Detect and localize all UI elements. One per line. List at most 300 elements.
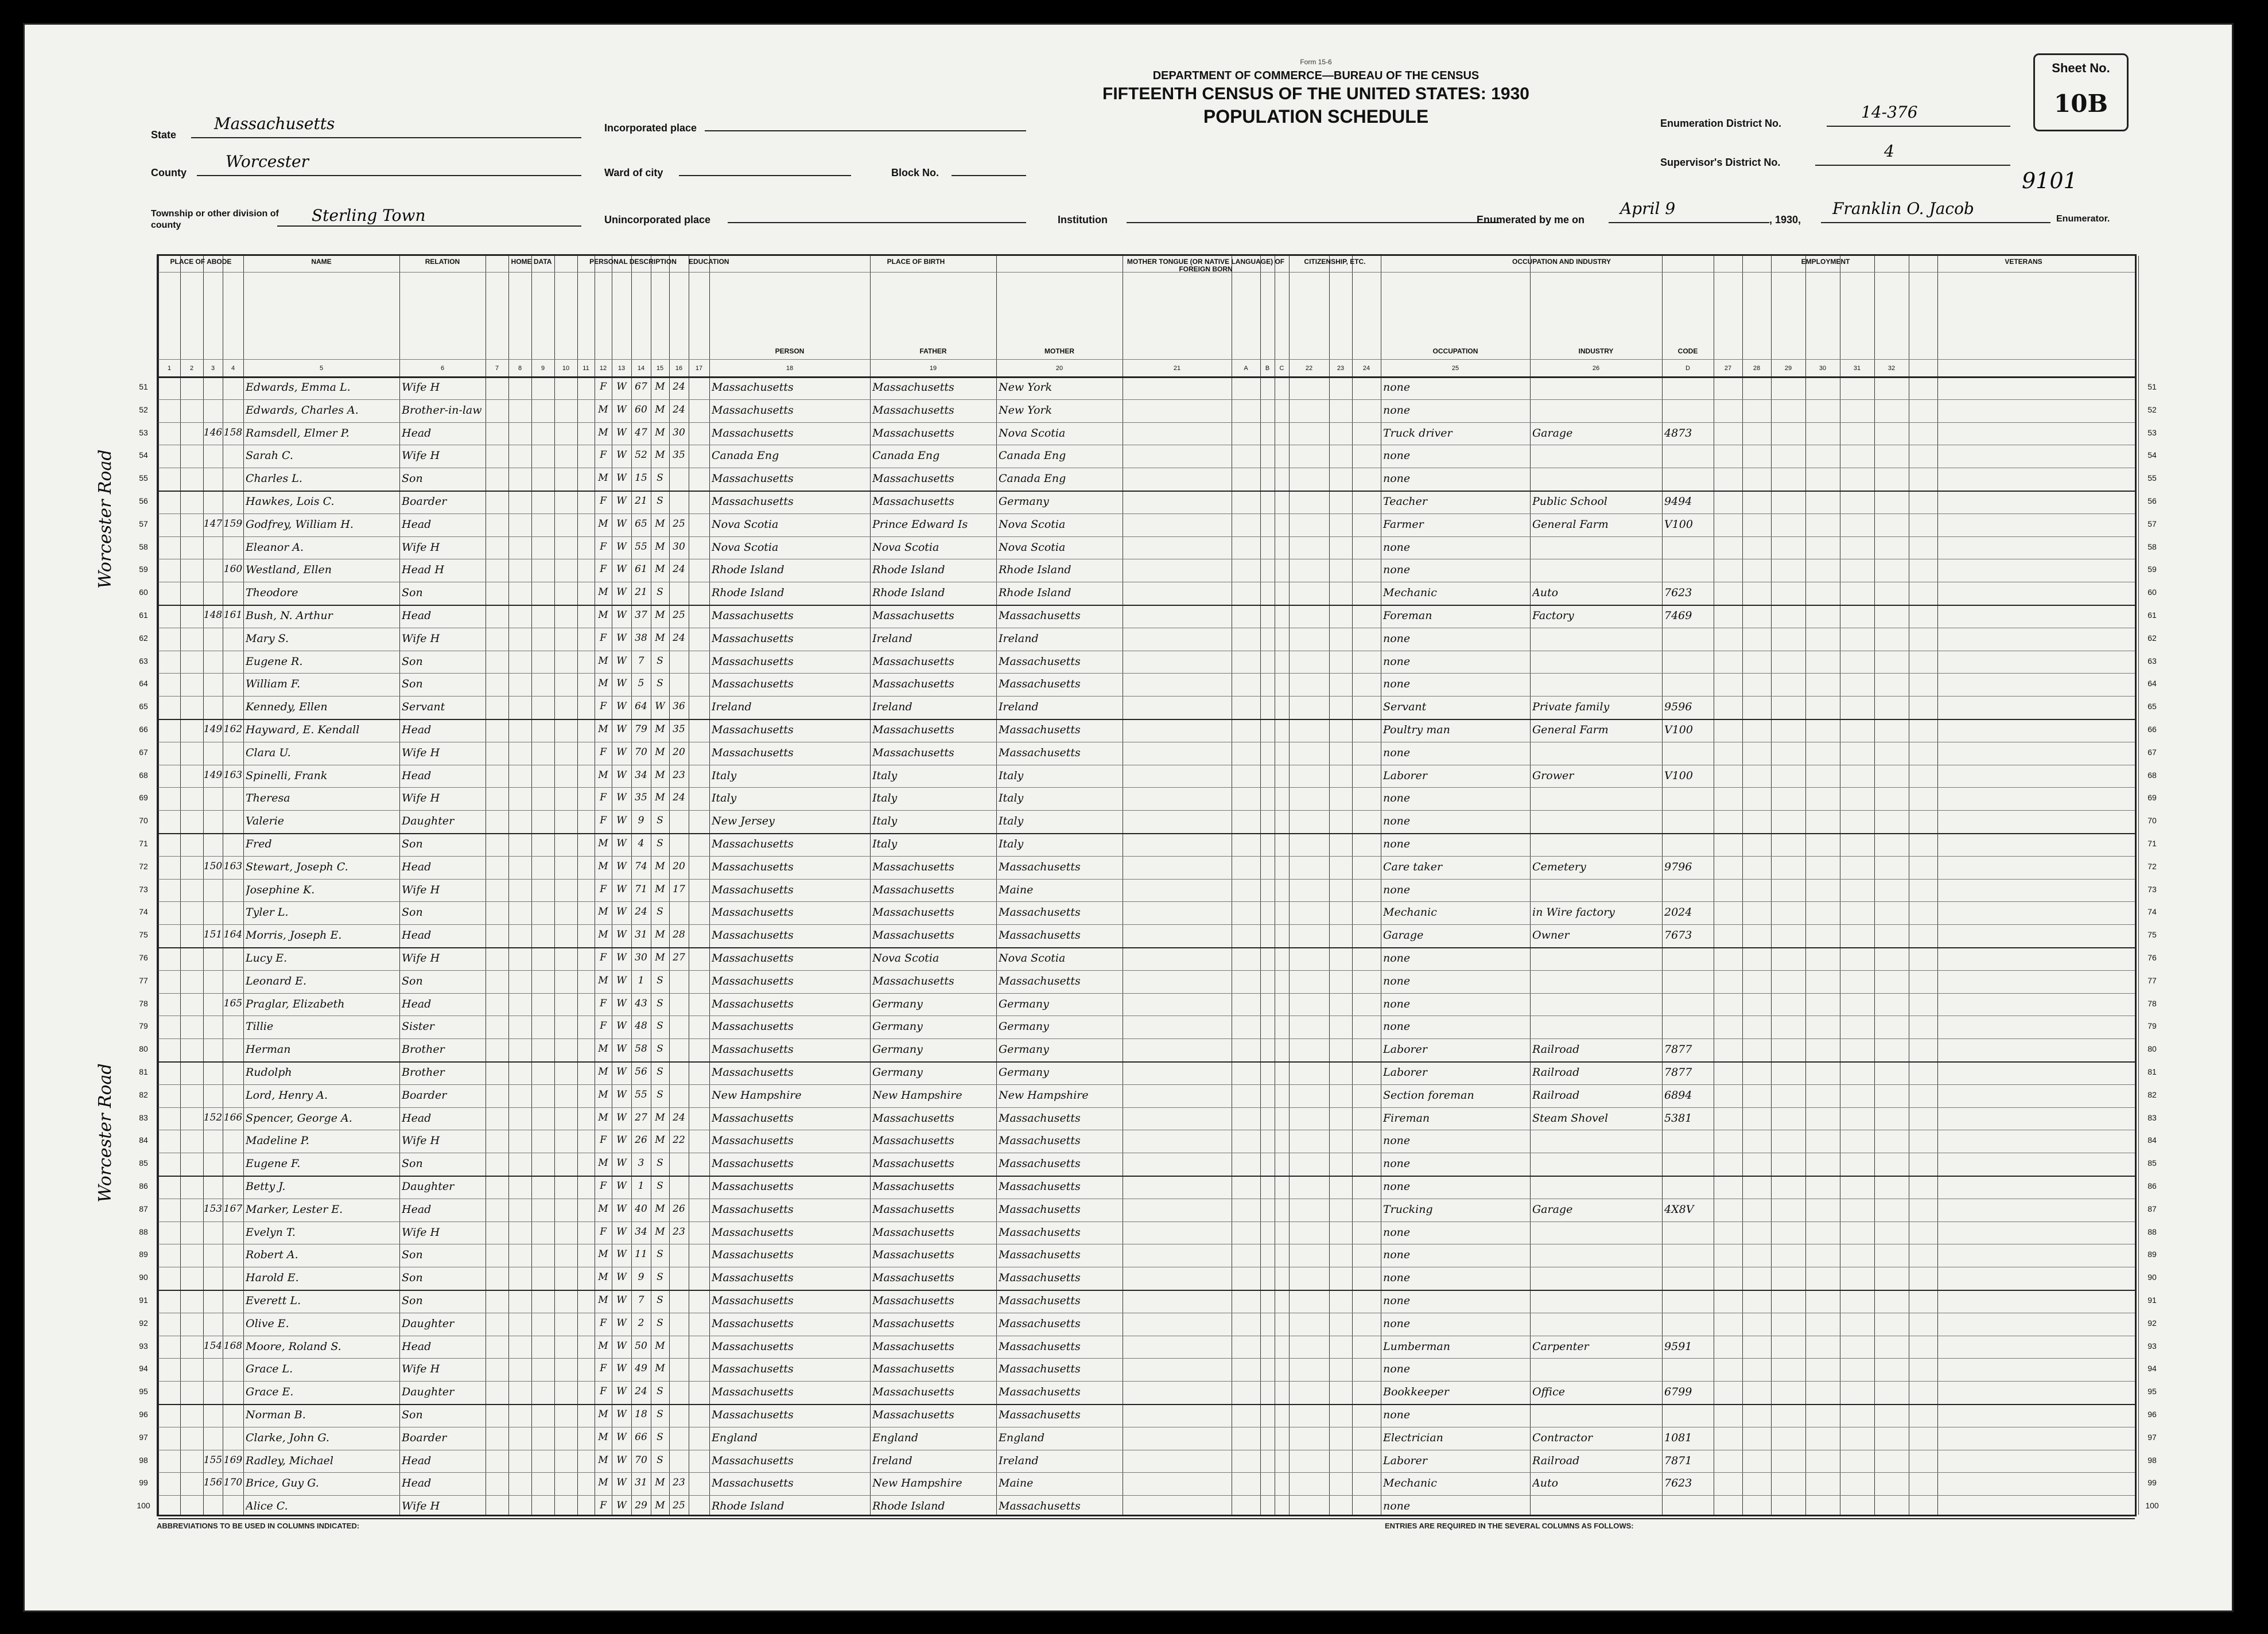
row-line bbox=[158, 810, 2135, 811]
cell-race: W bbox=[616, 495, 627, 507]
cell-age-marr: 27 bbox=[673, 952, 685, 963]
cell-name: Mary S. bbox=[246, 632, 289, 645]
cell-race: W bbox=[616, 701, 627, 713]
cell-relation: Son bbox=[402, 655, 423, 668]
cell-race: W bbox=[616, 1500, 627, 1512]
grid-header-line bbox=[158, 376, 2135, 378]
cell-birth: Massachusetts bbox=[712, 1066, 794, 1079]
cell-race: W bbox=[616, 1454, 627, 1466]
line-number-right: 52 bbox=[2147, 404, 2157, 414]
cell-sex: M bbox=[598, 1477, 608, 1489]
cell-name: Morris, Joseph E. bbox=[246, 929, 342, 942]
cell-race: W bbox=[616, 1043, 627, 1055]
cell-race: W bbox=[616, 540, 627, 553]
cell-marital: M bbox=[655, 746, 665, 758]
cell-industry: Owner bbox=[1532, 929, 1570, 942]
line-number-right: 73 bbox=[2147, 884, 2157, 894]
cell-industry: General Farm bbox=[1532, 518, 1609, 531]
cell-relation: Son bbox=[402, 678, 423, 691]
cell-sex: M bbox=[598, 403, 608, 415]
cell-sex: F bbox=[600, 997, 607, 1009]
cell-father: Rhode Island bbox=[872, 1500, 945, 1513]
cell-age: 4 bbox=[638, 838, 644, 849]
cell-birth: Massachusetts bbox=[712, 1111, 794, 1125]
row-line bbox=[158, 513, 2135, 514]
form-number: Form 15-6 bbox=[1300, 58, 1332, 66]
state-label: State bbox=[151, 129, 177, 141]
cell-age: 27 bbox=[635, 1111, 647, 1123]
cell-birth: Rhode Island bbox=[712, 1500, 785, 1513]
line-number-left: 87 bbox=[139, 1204, 148, 1213]
cell-race: W bbox=[616, 1431, 627, 1443]
cell-mother: Massachusetts bbox=[999, 1340, 1081, 1353]
cell-father: Italy bbox=[872, 792, 898, 805]
cell-mother: Ireland bbox=[999, 701, 1039, 714]
cell-name: Edwards, Charles A. bbox=[246, 403, 359, 417]
row-line bbox=[158, 1038, 2135, 1039]
cell-race: W bbox=[616, 929, 627, 941]
row-line bbox=[158, 901, 2135, 902]
column-header-person: PERSON bbox=[775, 347, 805, 355]
cell-relation: Head bbox=[402, 426, 432, 439]
cell-occupation: Mechanic bbox=[1383, 1477, 1437, 1490]
cell-age: 31 bbox=[635, 1477, 647, 1489]
cell-father: Massachusetts bbox=[872, 1226, 954, 1239]
cell-occupation: Fireman bbox=[1383, 1111, 1430, 1125]
cell-father: Massachusetts bbox=[872, 929, 954, 942]
cell-age-marr: 24 bbox=[673, 403, 685, 415]
cell-father: Massachusetts bbox=[872, 746, 954, 759]
column-number: 25 bbox=[1451, 365, 1459, 372]
cell-name: Sarah C. bbox=[246, 449, 293, 462]
abbrev-title: ABBREVIATIONS TO BE USED IN COLUMNS INDICATED: bbox=[157, 1522, 360, 1530]
cell-family: 158 bbox=[223, 426, 243, 438]
cell-name: Marker, Lester E. bbox=[246, 1203, 343, 1216]
line-number-left: 78 bbox=[139, 998, 148, 1008]
cell-occupation: Laborer bbox=[1383, 1066, 1427, 1079]
line-number-right: 51 bbox=[2147, 382, 2157, 391]
line-number-left: 65 bbox=[139, 702, 148, 711]
cell-marital: M bbox=[655, 929, 665, 941]
cell-code: 7623 bbox=[1664, 1477, 1692, 1490]
cell-marital: S bbox=[657, 838, 663, 849]
sheet-number-box bbox=[2033, 53, 2129, 131]
cell-sex: F bbox=[600, 1500, 607, 1512]
line-number-left: 51 bbox=[139, 382, 148, 391]
cell-age: 49 bbox=[635, 1363, 647, 1375]
cell-relation: Wife H bbox=[402, 1134, 440, 1147]
cell-mother: Germany bbox=[999, 1066, 1049, 1079]
cell-occupation: none bbox=[1383, 1271, 1411, 1285]
cell-relation: Brother bbox=[402, 1043, 445, 1056]
cell-age-marr: 30 bbox=[673, 426, 685, 438]
line-number-right: 62 bbox=[2147, 633, 2157, 643]
line-number-left: 86 bbox=[139, 1181, 148, 1191]
cell-mother: Nova Scotia bbox=[999, 426, 1066, 439]
cell-marital: M bbox=[655, 1500, 665, 1512]
cell-family: 161 bbox=[223, 609, 243, 621]
cell-dwelling: 156 bbox=[203, 1477, 223, 1489]
cell-race: W bbox=[616, 1111, 627, 1123]
cell-age-marr: 23 bbox=[673, 1477, 685, 1489]
institution-label: Institution bbox=[1058, 214, 1108, 225]
cell-mother: Nova Scotia bbox=[999, 518, 1066, 531]
cell-marital: S bbox=[657, 1454, 663, 1466]
column-header-code: CODE bbox=[1677, 347, 1698, 355]
cell-code: 9591 bbox=[1664, 1340, 1692, 1353]
cell-sex: M bbox=[598, 518, 608, 530]
line-number-left: 56 bbox=[139, 496, 148, 505]
cell-occupation: Servant bbox=[1383, 701, 1427, 714]
cell-industry: Public School bbox=[1532, 495, 1607, 508]
cell-birth: Massachusetts bbox=[712, 1020, 794, 1033]
cell-marital: S bbox=[657, 1271, 663, 1283]
line-number-right: 89 bbox=[2147, 1250, 2157, 1259]
line-number-left: 70 bbox=[139, 816, 148, 826]
cell-birth: England bbox=[712, 1431, 758, 1444]
cell-birth: Massachusetts bbox=[712, 1317, 794, 1330]
cell-race: W bbox=[616, 838, 627, 849]
cell-marital: M bbox=[655, 403, 665, 415]
line-number-right: 84 bbox=[2147, 1135, 2157, 1145]
cell-mother: Massachusetts bbox=[999, 974, 1081, 987]
cell-relation: Son bbox=[402, 586, 423, 600]
cell-race: W bbox=[616, 472, 627, 484]
cell-father: Germany bbox=[872, 997, 923, 1010]
cell-name: Madeline P. bbox=[246, 1134, 309, 1147]
line-number-left: 98 bbox=[139, 1455, 148, 1465]
cell-race: W bbox=[616, 723, 627, 735]
cell-race: W bbox=[616, 403, 627, 415]
cell-age-marr: 25 bbox=[673, 518, 685, 530]
row-line bbox=[158, 399, 2135, 400]
cell-relation: Wife H bbox=[402, 952, 440, 964]
cell-name: Theresa bbox=[246, 792, 290, 805]
cell-age-marr: 25 bbox=[673, 1500, 685, 1512]
line-number-right: 71 bbox=[2147, 839, 2157, 848]
line-number-right: 69 bbox=[2147, 793, 2157, 803]
cell-mother: Massachusetts bbox=[999, 746, 1081, 759]
cell-sex: F bbox=[600, 1386, 607, 1398]
cell-race: W bbox=[616, 1477, 627, 1489]
column-number: 22 bbox=[1305, 365, 1313, 372]
line-number-left: 54 bbox=[139, 450, 148, 460]
cell-birth: Massachusetts bbox=[712, 1043, 794, 1056]
cell-birth: Massachusetts bbox=[712, 655, 794, 668]
cell-father: England bbox=[872, 1431, 919, 1444]
line-number-right: 90 bbox=[2147, 1273, 2157, 1282]
line-number-left: 96 bbox=[139, 1410, 148, 1419]
cell-father: Massachusetts bbox=[872, 1340, 954, 1353]
cell-name: Norman B. bbox=[246, 1409, 306, 1421]
cell-birth: Massachusetts bbox=[712, 1386, 794, 1399]
cell-name: Westland, Ellen bbox=[246, 563, 332, 577]
column-number: 26 bbox=[1592, 365, 1600, 372]
cell-mother: Massachusetts bbox=[999, 1386, 1081, 1399]
cell-occupation: none bbox=[1383, 1134, 1411, 1147]
cell-relation: Daughter bbox=[402, 1180, 455, 1193]
row-line bbox=[158, 491, 2135, 492]
row-line bbox=[158, 1061, 2135, 1063]
cell-name: Evelyn T. bbox=[246, 1226, 296, 1239]
cell-relation: Daughter bbox=[402, 815, 455, 828]
cell-age: 7 bbox=[638, 1294, 644, 1306]
cell-name: Alice C. bbox=[246, 1500, 288, 1513]
column-number: 31 bbox=[1853, 365, 1861, 372]
cell-age: 9 bbox=[638, 815, 644, 827]
cell-age-marr: 25 bbox=[673, 609, 685, 621]
cell-birth: Massachusetts bbox=[712, 723, 794, 736]
cell-race: W bbox=[616, 678, 627, 690]
column-number: D bbox=[1686, 365, 1690, 372]
cell-birth: Canada Eng bbox=[712, 449, 779, 462]
column-number: 24 bbox=[1362, 365, 1370, 372]
line-number-right: 74 bbox=[2147, 907, 2157, 917]
cell-occupation: none bbox=[1383, 1020, 1411, 1033]
cell-race: W bbox=[616, 1226, 627, 1238]
row-line bbox=[158, 1221, 2135, 1222]
cell-name: Kennedy, Ellen bbox=[246, 701, 328, 714]
cell-name: Olive E. bbox=[246, 1317, 289, 1330]
cell-occupation: Foreman bbox=[1383, 609, 1432, 622]
cell-sex: M bbox=[598, 769, 608, 781]
row-line bbox=[158, 696, 2135, 697]
cell-sex: M bbox=[598, 1157, 608, 1169]
cell-birth: Massachusetts bbox=[712, 1226, 794, 1239]
line-number-left: 88 bbox=[139, 1227, 148, 1236]
cell-marital: S bbox=[657, 1043, 663, 1055]
cell-marital: S bbox=[657, 815, 663, 827]
cell-occupation: none bbox=[1383, 974, 1411, 987]
cell-occupation: none bbox=[1383, 1248, 1411, 1262]
cell-name: Eleanor A. bbox=[246, 540, 304, 554]
cell-name: Spencer, George A. bbox=[246, 1111, 352, 1125]
cell-sex: M bbox=[598, 1271, 608, 1283]
cell-name: Godfrey, William H. bbox=[246, 518, 354, 531]
cell-marital: M bbox=[655, 1477, 665, 1489]
cell-marital: S bbox=[657, 1020, 663, 1032]
cell-father: Ireland bbox=[872, 632, 912, 645]
cell-name: Clara U. bbox=[246, 746, 291, 759]
cell-age: 21 bbox=[635, 495, 647, 507]
cell-mother: Maine bbox=[999, 1477, 1034, 1490]
cell-age-marr: 24 bbox=[673, 632, 685, 644]
enumerated-year: , 1930, bbox=[1769, 214, 1801, 225]
cell-name: Clarke, John G. bbox=[246, 1431, 329, 1444]
line-number-right: 95 bbox=[2147, 1387, 2157, 1396]
cell-mother: Massachusetts bbox=[999, 1226, 1081, 1239]
cell-race: W bbox=[616, 449, 627, 461]
cell-sex: M bbox=[598, 655, 608, 667]
cell-sex: M bbox=[598, 1431, 608, 1443]
cell-father: Massachusetts bbox=[872, 1294, 954, 1307]
cell-birth: Massachusetts bbox=[712, 609, 794, 622]
cell-mother: Ireland bbox=[999, 1454, 1039, 1467]
line-number-left: 60 bbox=[139, 588, 148, 597]
cell-relation: Wife H bbox=[402, 1500, 440, 1513]
column-number: 3 bbox=[211, 365, 215, 372]
cell-code: 9796 bbox=[1664, 860, 1692, 873]
cell-age-marr: 24 bbox=[673, 1111, 685, 1123]
cell-occupation: none bbox=[1383, 678, 1411, 691]
supervisor-value: 4 bbox=[1884, 142, 1894, 161]
line-number-left: 74 bbox=[139, 907, 148, 917]
cell-occupation: Mechanic bbox=[1383, 586, 1437, 600]
row-line bbox=[158, 993, 2135, 994]
column-number: 11 bbox=[582, 365, 589, 372]
row-line bbox=[158, 1176, 2135, 1177]
line-number-left: 72 bbox=[139, 861, 148, 871]
cell-race: W bbox=[616, 1386, 627, 1398]
cell-sex: M bbox=[598, 609, 608, 621]
line-number-left: 61 bbox=[139, 610, 148, 620]
cell-occupation: none bbox=[1383, 997, 1411, 1010]
cell-birth: Massachusetts bbox=[712, 403, 794, 417]
cell-age: 58 bbox=[635, 1043, 647, 1055]
cell-dwelling: 153 bbox=[203, 1203, 223, 1215]
cell-family: 169 bbox=[223, 1454, 243, 1466]
cell-father: Italy bbox=[872, 838, 898, 850]
cell-relation: Head H bbox=[402, 563, 444, 577]
column-group-header: PLACE OF BIRTH bbox=[887, 258, 945, 266]
line-number-right: 70 bbox=[2147, 816, 2157, 826]
township-value: Sterling Town bbox=[312, 206, 426, 225]
cell-occupation: Teacher bbox=[1383, 495, 1427, 508]
line-number-left: 81 bbox=[139, 1067, 148, 1076]
line-number-right: 80 bbox=[2147, 1044, 2157, 1054]
cell-father: Nova Scotia bbox=[872, 952, 939, 964]
cell-age: 60 bbox=[635, 403, 647, 415]
cell-mother: Nova Scotia bbox=[999, 952, 1066, 964]
cell-mother: Massachusetts bbox=[999, 1248, 1081, 1262]
cell-age: 50 bbox=[635, 1340, 647, 1352]
cell-sex: M bbox=[598, 678, 608, 690]
cell-occupation: none bbox=[1383, 838, 1411, 850]
cell-father: Rhode Island bbox=[872, 563, 945, 577]
cell-age: 21 bbox=[635, 586, 647, 598]
cell-mother: Massachusetts bbox=[999, 860, 1081, 873]
cell-father: Ireland bbox=[872, 1454, 912, 1467]
cell-birth: Massachusetts bbox=[712, 1203, 794, 1216]
cell-mother: New York bbox=[999, 381, 1053, 394]
cell-sex: F bbox=[600, 701, 607, 713]
column-number: 7 bbox=[495, 365, 499, 372]
cell-race: W bbox=[616, 860, 627, 872]
state-value: Massachusetts bbox=[214, 114, 335, 133]
cell-industry: Private family bbox=[1532, 701, 1610, 714]
cell-age: 30 bbox=[635, 952, 647, 963]
cell-father: Massachusetts bbox=[872, 403, 954, 417]
cell-marital: S bbox=[657, 495, 663, 507]
cell-age-marr: 23 bbox=[673, 769, 685, 781]
cell-name: Rudolph bbox=[246, 1066, 292, 1079]
cell-father: Italy bbox=[872, 769, 898, 782]
line-number-right: 82 bbox=[2147, 1090, 2157, 1099]
column-group-header: VETERANS bbox=[2005, 258, 2042, 266]
line-number-left: 73 bbox=[139, 884, 148, 894]
cell-marital: M bbox=[655, 769, 665, 781]
cell-father: New Hampshire bbox=[872, 1088, 962, 1102]
line-number-left: 66 bbox=[139, 725, 148, 734]
cell-race: W bbox=[616, 1271, 627, 1283]
cell-name: Eugene F. bbox=[246, 1157, 301, 1170]
cell-sex: F bbox=[600, 449, 607, 461]
cell-sex: M bbox=[598, 1088, 608, 1100]
column-number: 15 bbox=[656, 365, 664, 372]
cell-birth: Italy bbox=[712, 792, 737, 805]
cell-name: William F. bbox=[246, 678, 301, 691]
cell-birth: Massachusetts bbox=[712, 632, 794, 645]
cell-father: Massachusetts bbox=[872, 860, 954, 873]
cell-mother: Massachusetts bbox=[999, 678, 1081, 691]
cell-age: 29 bbox=[635, 1500, 647, 1512]
cell-age-marr: 24 bbox=[673, 792, 685, 804]
cell-age: 18 bbox=[635, 1409, 647, 1420]
cell-age-marr: 35 bbox=[673, 723, 685, 735]
cell-race: W bbox=[616, 746, 627, 758]
cell-marital: S bbox=[657, 1317, 663, 1329]
cell-birth: Nova Scotia bbox=[712, 518, 779, 531]
cell-age: 56 bbox=[635, 1066, 647, 1077]
cell-occupation: none bbox=[1383, 381, 1411, 394]
line-number-right: 76 bbox=[2147, 953, 2157, 962]
cell-race: W bbox=[616, 1340, 627, 1352]
cell-sex: M bbox=[598, 723, 608, 735]
row-line bbox=[158, 1495, 2135, 1496]
line-number-left: 79 bbox=[139, 1021, 148, 1031]
line-number-right: 93 bbox=[2147, 1341, 2157, 1351]
cell-race: W bbox=[616, 518, 627, 530]
cell-industry: Carpenter bbox=[1532, 1340, 1589, 1353]
cell-race: W bbox=[616, 1180, 627, 1192]
cell-sex: F bbox=[600, 1226, 607, 1238]
cell-code: 4873 bbox=[1664, 426, 1692, 439]
cell-age: 64 bbox=[635, 701, 647, 713]
cell-family: 168 bbox=[223, 1340, 243, 1352]
cell-age: 65 bbox=[635, 518, 647, 530]
cell-age-marr: 24 bbox=[673, 381, 685, 392]
cell-occupation: none bbox=[1383, 1294, 1411, 1307]
cell-dwelling: 152 bbox=[203, 1111, 223, 1123]
cell-race: W bbox=[616, 792, 627, 804]
cell-mother: Massachusetts bbox=[999, 929, 1081, 942]
cell-marital: M bbox=[655, 723, 665, 735]
column-number: C bbox=[1279, 365, 1284, 372]
cell-occupation: none bbox=[1383, 1363, 1411, 1376]
column-group-header: NAME bbox=[311, 258, 332, 266]
cell-marital: M bbox=[655, 609, 665, 621]
cell-father: Massachusetts bbox=[872, 1111, 954, 1125]
cell-relation: Head bbox=[402, 1203, 432, 1216]
cell-mother: Massachusetts bbox=[999, 1317, 1081, 1330]
cell-age: 47 bbox=[635, 426, 647, 438]
cell-mother: Massachusetts bbox=[999, 1271, 1081, 1285]
cell-family: 163 bbox=[223, 769, 243, 781]
cell-birth: Massachusetts bbox=[712, 381, 794, 394]
cell-sex: F bbox=[600, 815, 607, 827]
cell-name: Hawkes, Lois C. bbox=[246, 495, 335, 508]
stamp-number: 9101 bbox=[2022, 168, 2077, 193]
cell-birth: Massachusetts bbox=[712, 426, 794, 439]
cell-race: W bbox=[616, 815, 627, 827]
cell-race: W bbox=[616, 974, 627, 986]
cell-race: W bbox=[616, 1248, 627, 1260]
cell-mother: Nova Scotia bbox=[999, 540, 1066, 554]
cell-marital: M bbox=[655, 792, 665, 804]
column-number: 10 bbox=[562, 365, 570, 372]
cell-sex: F bbox=[600, 1020, 607, 1032]
cell-dwelling: 147 bbox=[203, 518, 223, 530]
